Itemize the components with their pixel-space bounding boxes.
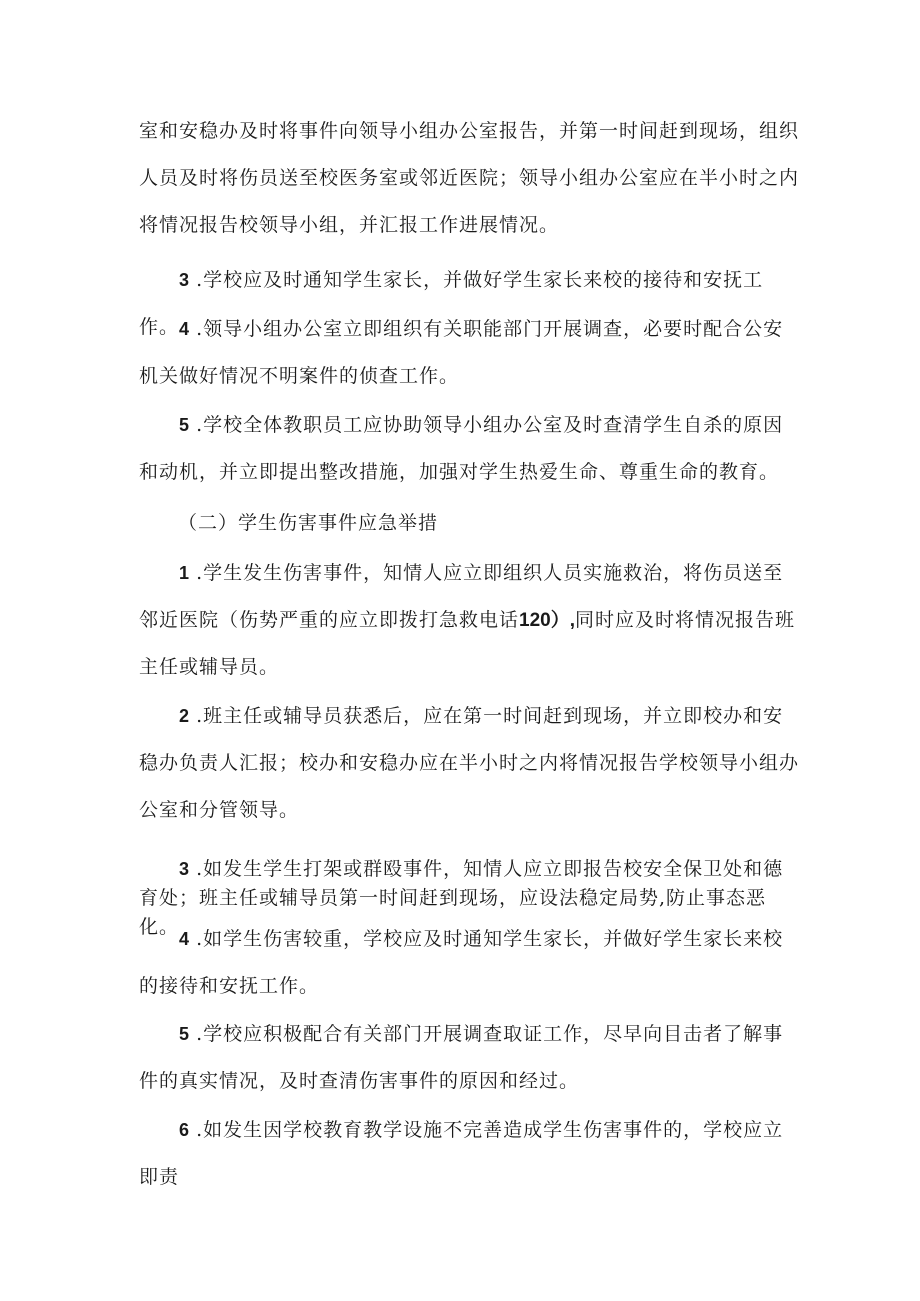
section-heading bbox=[178, 500, 438, 547]
item-number: 6 bbox=[179, 1120, 190, 1140]
paragraph-item-1 bbox=[139, 550, 799, 691]
item-number: 3 bbox=[179, 270, 190, 290]
paragraph-item-2 bbox=[139, 693, 799, 834]
item-number: 4 bbox=[179, 929, 190, 949]
item-number: 2 bbox=[179, 706, 190, 726]
item-number: 1 bbox=[179, 563, 190, 583]
paragraph-text: .学校应积极配合有关部门开展调查取证工作，尽早向目击者了解事件的真实情况，及时查清伤害事件的原因和经过。 bbox=[139, 1023, 784, 1092]
paragraph-item-5 bbox=[139, 402, 799, 496]
item-number: 5 bbox=[179, 1024, 190, 1044]
item-number: 4 bbox=[179, 319, 190, 339]
paragraph-item-6 bbox=[139, 1107, 799, 1201]
paragraph-text: .班主任或辅导员获悉后，应在第一时间赶到现场，并立即校办和安稳办负责人汇报；校办和安稳办应在半小时之内将情况报告学校领导小组办公室和分管领导。 bbox=[139, 705, 800, 821]
paragraph-text: .学生发生伤害事件，知情人应立即组织人员实施救治，将伤员送至邻近医院（伤势严重的应立即拨打急救电话 bbox=[139, 562, 784, 631]
item-number: 5 bbox=[179, 415, 190, 435]
item-number: 3 bbox=[179, 859, 190, 879]
paragraph-text: .如发生学生打架或群殴事件，知情人应立即报告校安全保卫处和德育处；班主任或辅导员第一时间赶到现场，应设法稳定局势,防止事态恶化。 bbox=[139, 858, 784, 938]
paragraph-item-4b bbox=[139, 916, 799, 1010]
paragraph-text: 室和安稳办及时将事件向领导小组办公室报告，并第一时间赶到现场，组织人员及时将伤员送至校医务室或邻近医院；领导小组办公室应在半小时之内将情况报告校领导小组，并汇报工作进展情况。 bbox=[139, 120, 800, 236]
emergency-phone: 120）, bbox=[519, 610, 575, 631]
paragraph-item-5b bbox=[139, 1011, 799, 1105]
paragraph-text: 同时应及时将情况报告班主任或辅导员。 bbox=[139, 609, 796, 678]
paragraph-continuation bbox=[139, 108, 799, 249]
paragraph-text: .领导小组办公室立即组织有关职能部门开展调查，必要时配合公安机关做好情况不明案件的侦查工作。 bbox=[139, 318, 784, 387]
heading-text: （二）学生伤害事件应急举措 bbox=[178, 512, 439, 534]
paragraph-text: .学校全体教职员工应协助领导小组办公室及时查清学生自杀的原因和动机，并立即提出整改措施，加强对学生热爱生命、尊重生命的教育。 bbox=[139, 414, 784, 483]
paragraph-text: .如学生伤害较重，学校应及时通知学生家长，并做好学生家长来校的接待和安抚工作。 bbox=[139, 928, 784, 997]
paragraph-item-4 bbox=[139, 306, 799, 400]
paragraph-text: .如发生因学校教育教学设施不完善造成学生伤害事件的，学校应立即责 bbox=[139, 1119, 784, 1188]
paragraph-text: .学校应及时通知学生家长，并做好学生家长来校的接待和安抚工作。 bbox=[139, 269, 764, 338]
